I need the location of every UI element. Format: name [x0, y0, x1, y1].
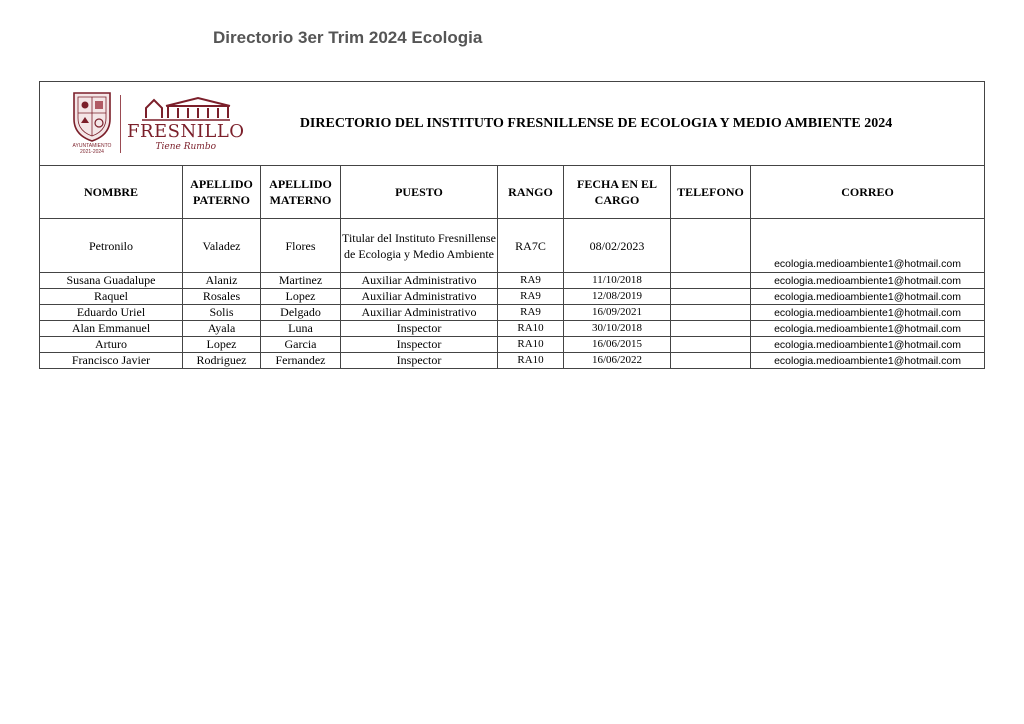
logos-group — [40, 89, 268, 159]
cell-apellido-materno: Lopez — [261, 289, 341, 305]
cell-nombre: Arturo — [40, 337, 183, 353]
table-row — [40, 353, 985, 369]
cell-rango: RA9 — [498, 305, 564, 321]
cell-rango: RA9 — [498, 273, 564, 289]
cell-telefono — [671, 321, 751, 337]
cell-apellido-paterno: Alaniz — [183, 273, 261, 289]
column-header-telefono: TELEFONO — [671, 166, 751, 219]
cell-fecha: 16/09/2021 — [564, 305, 671, 321]
cell-puesto: Auxiliar Administrativo — [341, 273, 498, 289]
column-header-row — [40, 166, 985, 219]
fresnillo-building-icon — [140, 96, 232, 122]
table-row — [40, 337, 985, 353]
column-header-apellido-paterno: APELLIDO PATERNO — [183, 166, 261, 219]
cell-apellido-materno: Garcia — [261, 337, 341, 353]
cell-apellido-paterno: Rosales — [183, 289, 261, 305]
cell-fecha: 11/10/2018 — [564, 273, 671, 289]
cell-correo: ecologia.medioambiente1@hotmail.com — [751, 273, 985, 289]
cell-fecha: 12/08/2019 — [564, 289, 671, 305]
table-banner — [40, 82, 985, 166]
cell-telefono — [671, 305, 751, 321]
cell-telefono — [671, 273, 751, 289]
page-title: Directorio 3er Trim 2024 Ecologia — [213, 28, 483, 47]
column-header-fecha: FECHA EN EL CARGO — [564, 166, 671, 219]
cell-correo: ecologia.medioambiente1@hotmail.com — [751, 305, 985, 321]
seal-caption: AYUNTAMIENTO — [72, 142, 112, 149]
cell-nombre: Raquel — [40, 289, 183, 305]
table-row — [40, 273, 985, 289]
cell-correo: ecologia.medioambiente1@hotmail.com — [751, 353, 985, 369]
ayuntamiento-seal-logo — [68, 89, 116, 159]
cell-apellido-paterno: Lopez — [183, 337, 261, 353]
cell-correo: ecologia.medioambiente1@hotmail.com — [751, 219, 985, 273]
cell-fecha: 08/02/2023 — [564, 219, 671, 273]
column-header-puesto: PUESTO — [341, 166, 498, 219]
cell-nombre: Petronilo — [40, 219, 183, 273]
cell-apellido-paterno: Valadez — [183, 219, 261, 273]
table-row — [40, 219, 985, 273]
cell-correo: ecologia.medioambiente1@hotmail.com — [751, 337, 985, 353]
cell-correo: ecologia.medioambiente1@hotmail.com — [751, 321, 985, 337]
cell-rango: RA10 — [498, 353, 564, 369]
cell-apellido-materno: Fernandez — [261, 353, 341, 369]
cell-nombre: Alan Emmanuel — [40, 321, 183, 337]
column-header-rango: RANGO — [498, 166, 564, 219]
cell-rango: RA10 — [498, 321, 564, 337]
cell-apellido-materno: Delgado — [261, 305, 341, 321]
cell-fecha: 16/06/2015 — [564, 337, 671, 353]
directory-title: DIRECTORIO DEL INSTITUTO FRESNILLENSE DE ECOLOGIA Y MEDIO AMBIENTE 2024 — [299, 115, 893, 131]
fresnillo-tagline: Tiene Rumbo — [155, 141, 217, 152]
cell-puesto: Inspector — [341, 353, 498, 369]
cell-apellido-paterno: Rodriguez — [183, 353, 261, 369]
cell-apellido-paterno: Ayala — [183, 321, 261, 337]
cell-puesto: Inspector — [341, 337, 498, 353]
directory-table — [39, 81, 985, 369]
column-header-apellido-materno: APELLIDO MATERNO — [261, 166, 341, 219]
cell-telefono — [671, 289, 751, 305]
column-header-correo: CORREO — [751, 166, 985, 219]
column-header-nombre: NOMBRE — [40, 166, 183, 219]
table-row — [40, 289, 985, 305]
cell-rango: RA9 — [498, 289, 564, 305]
cell-telefono — [671, 353, 751, 369]
cell-telefono — [671, 219, 751, 273]
cell-puesto: Auxiliar Administrativo — [341, 305, 498, 321]
table-row — [40, 305, 985, 321]
cell-apellido-materno: Luna — [261, 321, 341, 337]
cell-nombre: Susana Guadalupe — [40, 273, 183, 289]
logo-divider — [120, 95, 121, 153]
table-banner-row — [40, 82, 985, 166]
cell-apellido-paterno: Solis — [183, 305, 261, 321]
seal-years: 2021-2024 — [80, 148, 104, 155]
cell-fecha: 30/10/2018 — [564, 321, 671, 337]
cell-nombre: Francisco Javier — [40, 353, 183, 369]
cell-puesto: Inspector — [341, 321, 498, 337]
cell-puesto: Auxiliar Administrativo — [341, 289, 498, 305]
seal-emblem-icon — [70, 89, 114, 143]
cell-telefono — [671, 337, 751, 353]
cell-nombre: Eduardo Uriel — [40, 305, 183, 321]
cell-puesto: Titular del Instituto Fresnillense de Ecologia y Medio Ambiente — [341, 219, 498, 273]
cell-correo: ecologia.medioambiente1@hotmail.com — [751, 289, 985, 305]
fresnillo-logo — [127, 96, 245, 152]
cell-apellido-materno: Martinez — [261, 273, 341, 289]
fresnillo-wordmark: FRESNILLO — [127, 120, 245, 142]
cell-rango: RA7C — [498, 219, 564, 273]
cell-fecha: 16/06/2022 — [564, 353, 671, 369]
table-row — [40, 321, 985, 337]
cell-rango: RA10 — [498, 337, 564, 353]
cell-apellido-materno: Flores — [261, 219, 341, 273]
